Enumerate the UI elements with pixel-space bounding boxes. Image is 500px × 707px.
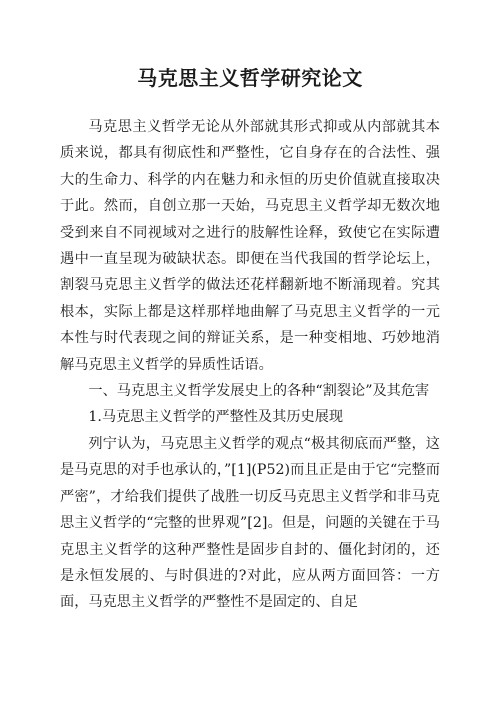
- paragraph-intro: 马克思主义哲学无论从外部就其形式抑或从内部就其本质来说，都具有彻底性和严整性，它自身存在的合法性、强大的生命力、科学的内在魅力和永恒的历史价值就直接取决于此。然而，自创立那一天始，马克思主义哲学却无数次地受到来自不同视域对之进行的肢解性诠释，致使它在实际遭遇中一直呈现为破缺状态。即便在当代我国的哲学论坛上，割裂马克思主义哲学的做法还花样翻新地不断涌现着。究其根本，实际上都是这样那样地曲解了马克思主义哲学的一元本性与时代表现之间的辩证关系，是一种变相地、巧妙地消解马克思主义哲学的异质性话语。: [60, 119, 440, 373]
- section-heading: 一、马克思主义哲学发展史上的各种“割裂论”及其危害: [88, 383, 430, 400]
- paragraph-body: 列宁认为，马克思主义哲学的观点“极其彻底而严整，这是马克思的对手也承认的，”[1](P52)而且正是由于它“完整而严密”，才给我们提供了战胜一切反马克思主义哲学和非马克思主义哲学的“完整的世界观”[2]。但是，问题的关键在于马克思主义哲学的这种严整性是固步自封的、僵化封闭的，还是永恒发展的、与时俱进的?对此，应从两方面回答：一方面，马克思主义哲学的严整性不是固定的、自足: [60, 435, 440, 611]
- document-body: [60, 114, 440, 616]
- subsection-heading: 1.马克思主义哲学的严整性及其历史展现: [88, 409, 344, 426]
- document-title: 马克思主义哲学研究论文: [137, 66, 363, 90]
